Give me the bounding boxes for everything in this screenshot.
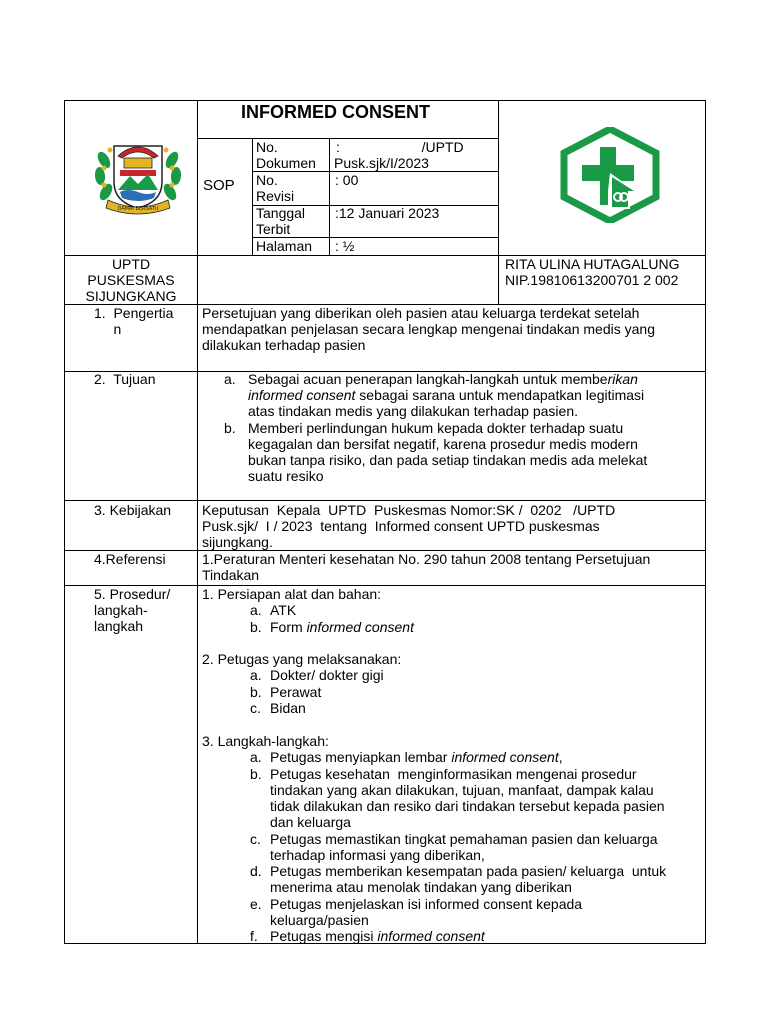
sop-label: SOP (203, 177, 235, 194)
emblem-ribbon-text: DAMAI BERSATU (117, 206, 159, 212)
regional-emblem-logo (90, 130, 186, 218)
row-label: 4.Referensi (94, 551, 166, 567)
signer-nip: NIP.19810613200701 2 002 (505, 272, 679, 288)
row-label: 3. Kebijakan (94, 502, 172, 518)
row-label: 1. Pengertia (94, 305, 174, 321)
row-label: langkah (94, 618, 144, 634)
row-label: 5. Prosedur/ (94, 586, 171, 602)
document-title: INFORMED CONSENT (241, 102, 430, 122)
row-label: langkah- (94, 602, 148, 618)
row-label: 2. Tujuan (94, 371, 156, 387)
section-title: 2. Petugas yang melaksanakan: (202, 651, 402, 667)
section-title: 3. Langkah-langkah: (202, 733, 329, 749)
section-title: 1. Persiapan alat dan bahan: (202, 586, 382, 602)
signer-name: RITA ULINA HUTAGALUNG (505, 256, 680, 272)
puskesmas-logo (560, 127, 660, 223)
row-label: n (94, 321, 122, 337)
